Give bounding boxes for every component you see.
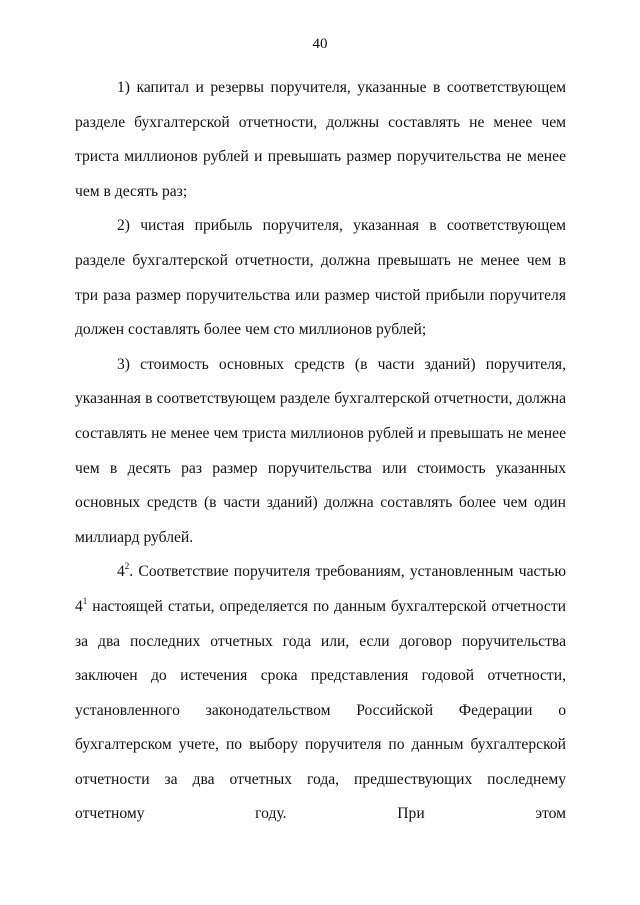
section-lead-text: . Соответствие поручителя требованиям, установленным частью 4 xyxy=(75,563,566,615)
section-number: 4 xyxy=(117,563,125,581)
paragraph-item-1: 1) капитал и резервы поручителя, указанные в соответствующем разделе бухгалтерской отчетности, должны составлять не менее чем триста миллионов рублей и превышать размер поручительства не менее чем в десять раз; xyxy=(75,79,566,200)
paragraph-section-4-2 xyxy=(75,555,566,832)
section-number-superscript: 2 xyxy=(124,561,130,572)
document-body xyxy=(75,71,566,832)
page-number: 40 xyxy=(312,36,328,52)
reference-superscript: 1 xyxy=(82,595,88,606)
section-body-text: настоящей статьи, определяется по данным бухгалтерской отчетности за два последних отчетных года или, если договор поручительства заключен до истечения срока представления годовой отчетности, установленного законодательством Российской Федерации о бухгалтерском учете, по выбору поручителя по данным бухгалтерской отчетности за два отчетных года, предшествующих последнему отчетному году. При этом xyxy=(75,597,566,823)
paragraph-item-2: 2) чистая прибыль поручителя, указанная в соответствующем разделе бухгалтерской отчетности, должна превышать не менее чем в три раза размер поручительства или размер чистой прибыли поручителя должен составлять более чем сто миллионов рублей; xyxy=(75,217,566,339)
paragraph-item-3: 3) стоимость основных средств (в части зданий) поручителя, указанная в соответствующем разделе бухгалтерской отчетности, должна составлять не менее чем триста миллионов рублей и превышать не менее чем в десять раз размер поручительства или стоимость указанных основных средств (в части зданий) должна составлять более чем один миллиард рублей. xyxy=(75,355,566,546)
